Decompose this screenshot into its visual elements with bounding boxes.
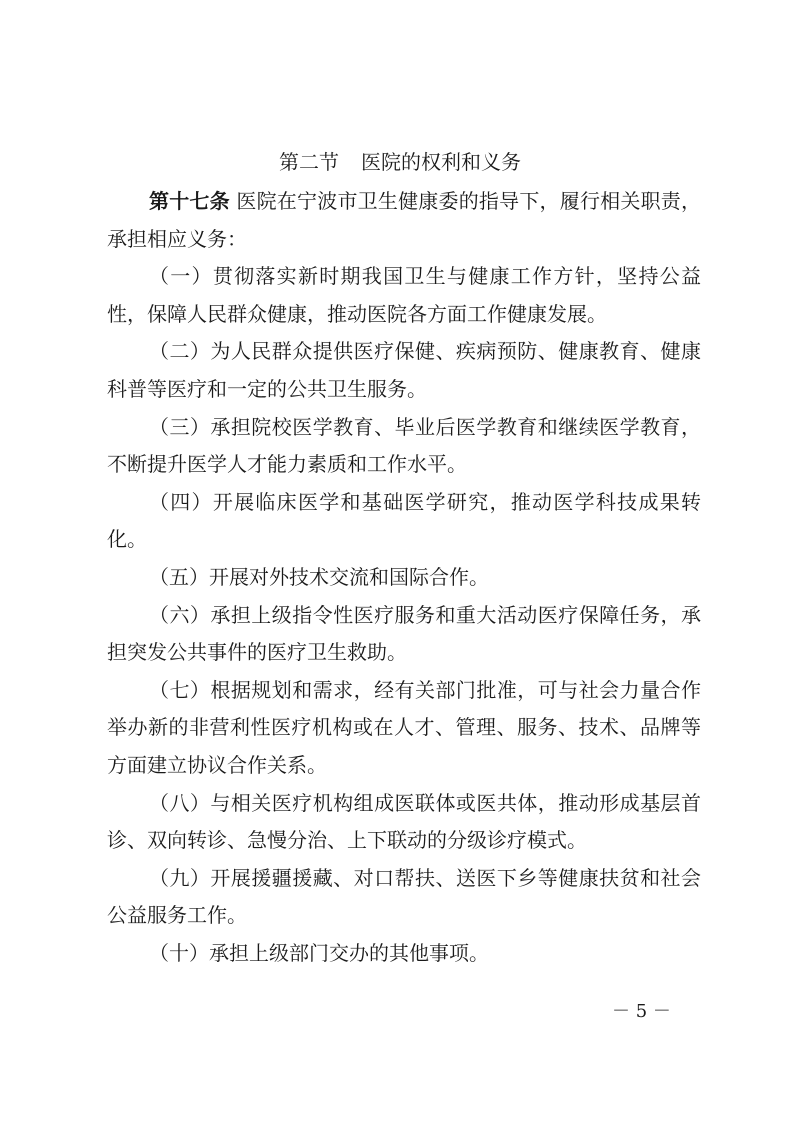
article-item-10: （十）承担上级部门交办的其他事项。 — [149, 940, 489, 965]
article-item-2: （二）为人民群众提供医疗保健、疾病预防、健康教育、健康科普等医疗和一定的公共卫生服务。 — [107, 339, 701, 401]
article-item-9: （九）开展援疆援藏、对口帮扶、送医下乡等健康扶贫和社会公益服务工作。 — [107, 865, 701, 928]
article-item-4: （四）开展临床医学和基础医学研究，推动医学科技成果转化。 — [107, 489, 701, 552]
article-item-1: （一）贯彻落实新时期我国卫生与健康工作方针，坚持公益性，保障人民群众健康，推动医院各方面工作健康发展。 — [107, 264, 701, 326]
article-number: 第十七条 — [149, 189, 230, 213]
article-intro — [107, 183, 701, 258]
section-heading: 医院的权利和义务 — [361, 150, 521, 174]
article-intro-text: 医院在宁波市卫生健康委的指导下，履行相关职责，承担相应义务： — [107, 189, 702, 251]
article-body — [107, 183, 701, 972]
article-item-6: （六）承担上级指令性医疗服务和重大活动医疗保障任务，承担突发公共事件的医疗卫生救助。 — [107, 602, 701, 665]
section-title — [0, 148, 800, 176]
article-item-8: （八）与相关医疗机构组成医联体或医共体，推动形成基层首诊、双向转诊、急慢分治、上下联动的分级诊疗模式。 — [107, 790, 701, 853]
page-number: － 5 － — [612, 1001, 671, 1022]
article-item-5: （五）开展对外技术交流和国际合作。 — [149, 564, 489, 589]
section-number: 第二节 — [279, 150, 339, 174]
article-item-7: （七）根据规划和需求，经有关部门批准，可与社会力量合作举办新的非营利性医疗机构或在人才、管理、服务、技术、品牌等方面建立协议合作关系。 — [107, 677, 701, 777]
article-item-3: （三）承担院校医学教育、毕业后医学教育和继续医学教育，不断提升医学人才能力素质和工作水平。 — [107, 414, 701, 477]
